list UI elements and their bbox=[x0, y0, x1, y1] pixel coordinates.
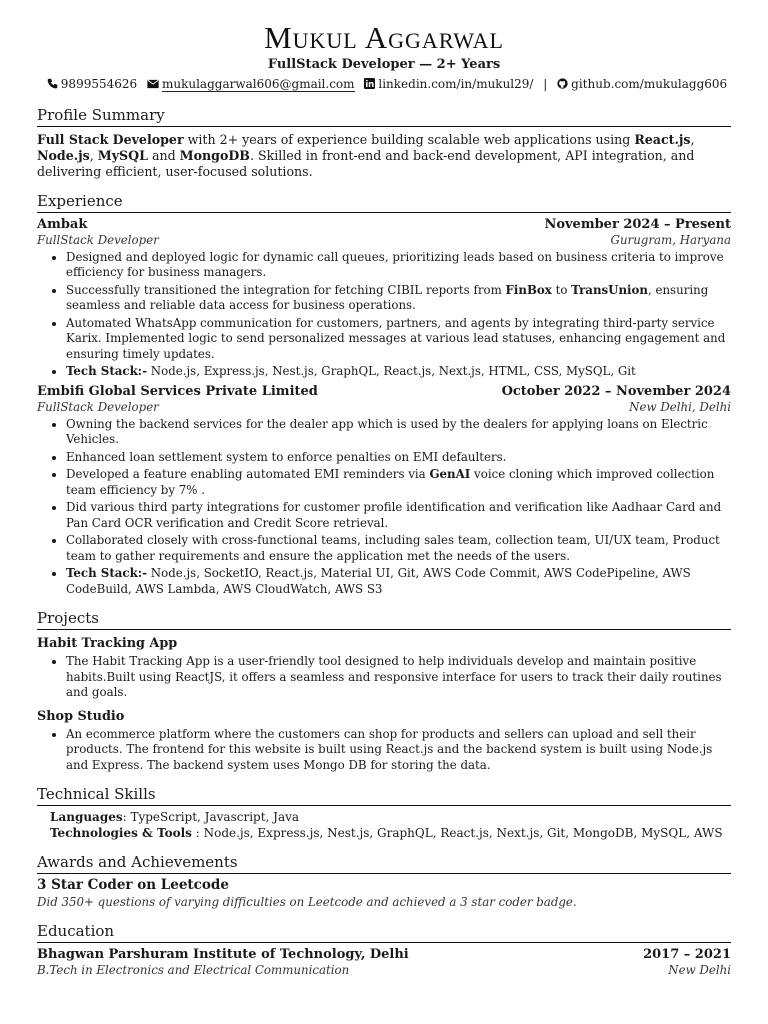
project-name: Shop Studio bbox=[37, 708, 125, 724]
skills-languages: Languages: TypeScript, Javascript, Java bbox=[50, 810, 300, 824]
contact-line bbox=[37, 75, 731, 94]
resume-page bbox=[37, 20, 731, 978]
section-heading-education: Education bbox=[37, 922, 731, 943]
job-bullets bbox=[37, 250, 731, 380]
project-bullets bbox=[37, 654, 731, 701]
phone-icon bbox=[47, 76, 58, 94]
list-item: • Successfully transitioned the integration for fetching CIBIL reports from FinBox to TransUnion, ensuring seamless and reliable data access for business operations. bbox=[66, 283, 731, 314]
job-entry-embifi bbox=[37, 383, 731, 598]
section-heading-projects: Projects bbox=[37, 609, 731, 630]
list-item: • Developed a feature enabling automated EMI reminders via GenAI voice cloning which improved collection team efficiency by 7% . bbox=[66, 467, 731, 498]
github-icon bbox=[557, 76, 568, 94]
award-title: 3 Star Coder on Leetcode bbox=[37, 877, 229, 893]
profile-summary-text: Full Stack Developer with 2+ years of experience building scalable web applications using React.js, Node.js, MySQL and MongoDB. Skilled in front-end and back-end development, API integration, and delivering efficient, user-focused solutions. bbox=[37, 131, 695, 179]
job-company: Embifi Global Services Private Limited bbox=[37, 383, 318, 399]
contact-separator: | bbox=[543, 77, 548, 91]
job-title: FullStack Developer bbox=[37, 232, 159, 247]
skills-block bbox=[50, 810, 731, 841]
section-heading-skills: Technical Skills bbox=[37, 785, 731, 806]
project-bullets bbox=[37, 727, 731, 774]
github-link[interactable]: github.com/mukulagg606 bbox=[571, 77, 728, 91]
list-item: • Enhanced loan settlement system to enforce penalties on EMI defaulters. bbox=[66, 450, 731, 466]
project-name: Habit Tracking App bbox=[37, 636, 178, 651]
tech-stack-item: • Tech Stack:- Node.js, Express.js, Nest.js, GraphQL, React.js, Next.js, HTML, CSS, MySQL, Git bbox=[66, 364, 731, 380]
candidate-role: FullStack Developer — 2+ Years bbox=[267, 57, 501, 72]
job-location: New Delhi, Delhi bbox=[629, 399, 731, 414]
job-entry-ambak bbox=[37, 216, 731, 380]
job-dates: November 2024 – Present bbox=[544, 216, 731, 232]
section-heading-profile: Profile Summary bbox=[37, 106, 731, 127]
list-item: • Owning the backend services for the dealer app which is used by the dealers for applying loans on Electric Vehicles. bbox=[66, 417, 731, 448]
job-location: Gurugram, Haryana bbox=[610, 232, 731, 247]
linkedin-icon bbox=[364, 76, 375, 94]
envelope-icon bbox=[147, 76, 159, 94]
education-school: Bhagwan Parshuram Institute of Technology, Delhi bbox=[37, 947, 409, 962]
email-link[interactable]: mukulaggarwal606@gmail.com bbox=[161, 77, 355, 91]
list-item: • The Habit Tracking App is a user-friendly tool designed to help individuals develop and maintain positive habits.Built using ReactJS, it offers a seamless and responsive interface for users to track their daily routines and goals. bbox=[66, 654, 731, 701]
list-item: • Collaborated closely with cross-functional teams, including sales team, collection team, UI/UX team, Product team to gather requirements and ensure the application met the needs of the users. bbox=[66, 533, 731, 564]
section-heading-experience: Experience bbox=[37, 192, 731, 213]
award-description: Did 350+ questions of varying difficulties on Leetcode and achieved a 3 star coder badge. bbox=[37, 895, 577, 909]
job-company: Ambak bbox=[37, 216, 88, 232]
tech-stack-item: • Tech Stack:- Node.js, SocketIO, React.js, Material UI, Git, AWS Code Commit, AWS CodePipeline, AWS CodeBuild, AWS Lambda, AWS CloudWatch, AWS S3 bbox=[66, 566, 731, 597]
education-degree: B.Tech in Electronics and Electrical Communication bbox=[37, 963, 350, 977]
phone-number: 9899554626 bbox=[60, 77, 138, 91]
job-dates: October 2022 – November 2024 bbox=[501, 383, 731, 399]
list-item: • Designed and deployed logic for dynamic call queues, prioritizing leads based on business criteria to improve efficiency for business managers. bbox=[66, 250, 731, 281]
list-item: • Automated WhatsApp communication for customers, partners, and agents by integrating third-party service Karix. Implemented logic to send personalized messages at various lead statuses, enhancing engagement and ensuring timely updates. bbox=[66, 316, 731, 363]
candidate-name: Mukul Aggarwal bbox=[264, 20, 504, 55]
list-item: • Did various third party integrations for customer profile identification and verification like Aadhaar Card and Pan Card OCR verification and Credit Score retrieval. bbox=[66, 500, 731, 531]
skills-tools: Technologies & Tools : Node.js, Express.js, Nest.js, GraphQL, React.js, Next.js, Git, MongoDB, MySQL, AWS bbox=[50, 825, 723, 840]
education-years: 2017 – 2021 bbox=[643, 947, 731, 962]
list-item: • An ecommerce platform where the customers can shop for products and sellers can upload and sell their products. The frontend for this website is built using React.js and the backend system is built using Node.js and Express. The backend system uses Mongo DB for storing the data. bbox=[66, 727, 731, 774]
section-heading-awards: Awards and Achievements bbox=[37, 853, 731, 874]
linkedin-link[interactable]: linkedin.com/in/mukul29/ bbox=[378, 77, 534, 91]
job-title: FullStack Developer bbox=[37, 399, 159, 414]
job-bullets bbox=[37, 417, 731, 598]
education-location: New Delhi bbox=[668, 963, 731, 977]
